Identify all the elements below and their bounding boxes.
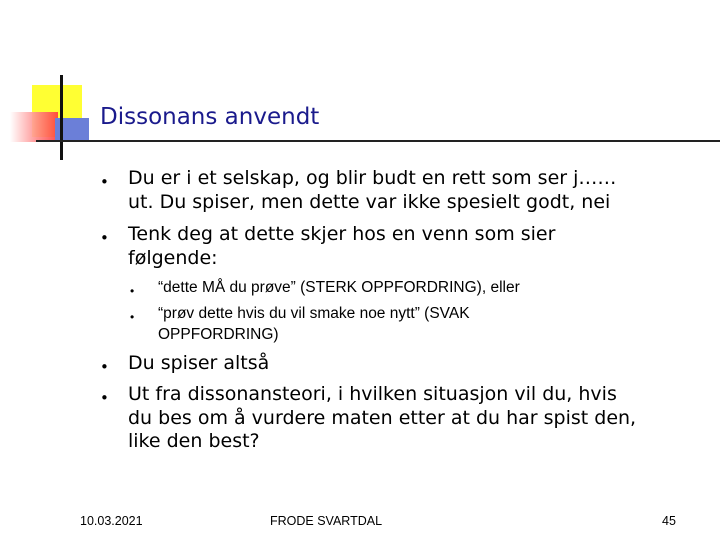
bullet-dot: •: [130, 284, 135, 298]
title-underline: [36, 140, 720, 142]
bullet-line: følgende:: [128, 246, 218, 269]
bullet-line: du bes om å vurdere maten etter at du har spist den,: [128, 406, 637, 429]
subbullet-text: [158, 278, 598, 299]
page-number: 45: [662, 514, 676, 528]
red-gradient-decoration: [10, 112, 58, 142]
bullet-line: like den best?: [128, 430, 260, 452]
bullet-line: Ut fra dissonansteori, i hvilken situasjon vil du, hvis: [128, 383, 617, 405]
bullet-text: [128, 383, 703, 454]
vertical-line-decoration: [60, 75, 63, 160]
subbullet-line: “prøv dette hvis du vil smake noe nytt” (SVAK: [158, 305, 470, 322]
subbullet-line: OPPFORDRING): [158, 325, 279, 343]
bullet-line: Du spiser altså: [128, 352, 270, 374]
footer-date: 10.03.2021: [80, 514, 143, 528]
bullet-line: ut. Du spiser, men dette var ikke spesielt godt, nei: [128, 190, 611, 213]
slide-title: Dissonans anvendt: [100, 104, 320, 130]
subbullet-line: “dette MÅ du prøve” (STERK OPPFORDRING), eller: [158, 279, 520, 296]
bullet-line: Du er i et selskap, og blir budt en rett som ser j……: [128, 167, 617, 189]
bullet-dot: •: [100, 358, 109, 376]
bullet-text: [128, 167, 703, 214]
bullet-text: [128, 223, 703, 270]
footer-author: FRODE SVARTDAL: [270, 514, 383, 528]
subbullet-text: [158, 304, 598, 345]
bullet-text: [128, 352, 703, 376]
bullet-dot: •: [100, 229, 109, 247]
bullet-dot: •: [100, 389, 109, 407]
bullet-dot: •: [100, 173, 109, 191]
bullet-line: Tenk deg at dette skjer hos en venn som sier: [128, 223, 556, 245]
bullet-dot: •: [130, 310, 135, 324]
